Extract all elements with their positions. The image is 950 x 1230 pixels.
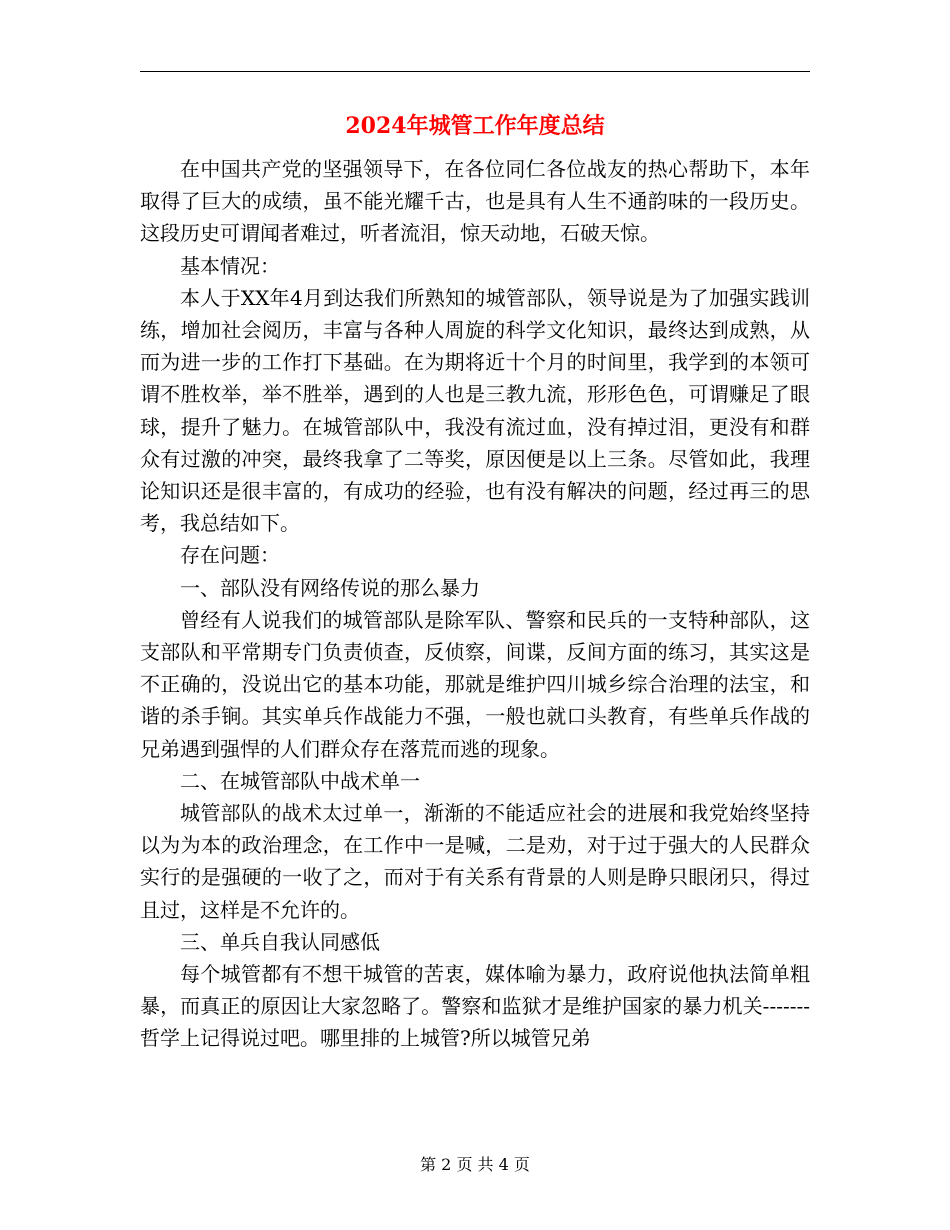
page-number: 第 2 页 共 4 页: [420, 1155, 530, 1174]
heading-problem-2: 二、在城管部队中战术单一: [180, 768, 420, 793]
heading-basic-situation: 基本情况：: [180, 253, 280, 278]
document-title: 2024年城管工作年度总结: [345, 113, 605, 139]
paragraph-basic-situation: 本人于XX年4月到达我们所熟知的城管部队，领导说是为了加强实践训练，增加社会阅历，丰富与各种人周旋的科学文化知识，最终达到成熟，从而为进一步的工作打下基础。在为期将近十个月的时间里，我学到的本领可谓不胜枚举，举不胜举，遇到的人也是三教九流，形形色色，可谓赚足了眼球，提升了魅力。在城管部队中，我没有流过血，没有掉过泪，更没有和群众有过激的冲突，最终我拿了二等奖，原因便是以上三条。尽管如此，我理论知识还是很丰富的，有成功的经验，也有没有解决的问题，经过再三的思考，我总结如下。: [140, 285, 810, 536]
paragraph-intro: 在中国共产党的坚强领导下，在各位同仁各位战友的热心帮助下，本年取得了巨大的成绩，虽不能光耀千古，也是具有人生不通韵味的一段历史。这段历史可谓闻者难过，听者流泪，惊天动地，石破天惊。: [140, 157, 810, 246]
paragraph-problem-2: 城管部队的战术太过单一，渐渐的不能适应社会的进展和我党始终坚持以为为本的政治理念，在工作中一是喊，二是劝，对于过于强大的人民群众实行的是强硬的一收了之，而对于有关系有背景的人则是睁只眼闭只，得过且过，这样是不允许的。: [140, 801, 810, 922]
paragraph-problem-3: 每个城管都有不想干城管的苦衷，媒体喻为暴力，政府说他执法简单粗暴，而真正的原因让大家忽略了。警察和监狱才是维护国家的暴力机关-------哲学上记得说过吧。哪里排的上城管?所以城管兄弟: [140, 962, 810, 1051]
paragraph-problem-1: 曾经有人说我们的城管部队是除军队、警察和民兵的一支特种部队，这支部队和平常期专门负责侦查，反侦察，间谍，反间方面的练习，其实这是不正确的，没说出它的基本功能，那就是维护四川城乡综合治理的法宝，和谐的杀手锏。其实单兵作战能力不强，一般也就口头教育，有些单兵作战的兄弟遇到强悍的人们群众存在落荒而逃的现象。: [140, 607, 810, 761]
document-body: [140, 153, 810, 1055]
header-rule: [140, 71, 810, 72]
heading-problems: 存在问题：: [180, 543, 280, 568]
heading-problem-3: 三、单兵自我认同感低: [180, 929, 380, 954]
heading-problem-1: 一、部队没有网络传说的那么暴力: [180, 575, 480, 600]
